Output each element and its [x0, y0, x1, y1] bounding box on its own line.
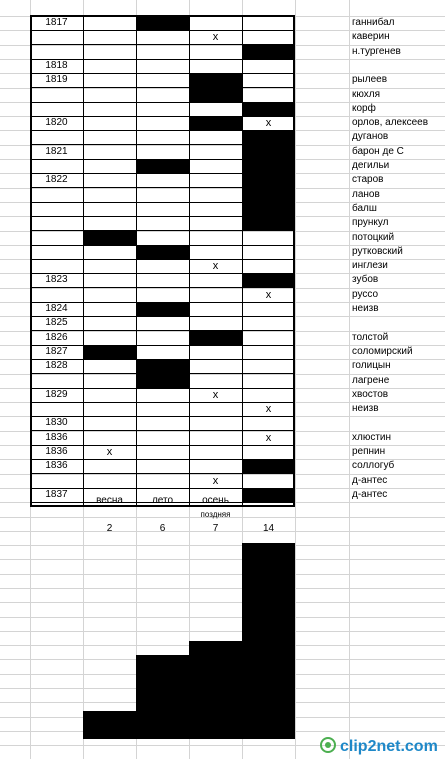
year-cell[interactable]: 1836	[45, 432, 68, 443]
autumn-note[interactable]: поздняя	[200, 510, 231, 519]
year-cell[interactable]: 1829	[45, 389, 68, 400]
person-name[interactable]: репнин	[352, 446, 386, 457]
year-cell[interactable]: 1826	[45, 332, 68, 343]
chart-bar-весна	[83, 711, 136, 739]
filled-cell[interactable]	[242, 273, 295, 287]
chart-bar-лето	[136, 655, 189, 739]
count-spring[interactable]: 2	[106, 523, 113, 534]
count-summer[interactable]: 6	[159, 523, 166, 534]
year-cell[interactable]: 1824	[45, 303, 68, 314]
person-name[interactable]: соллогуб	[352, 460, 395, 471]
year-cell[interactable]: 1818	[45, 60, 68, 71]
x-mark[interactable]: x	[212, 31, 219, 43]
x-mark[interactable]: x	[265, 403, 272, 415]
chart-bar-осень	[189, 641, 242, 739]
grid-hline	[0, 631, 445, 632]
row-line	[30, 473, 295, 474]
x-mark[interactable]: x	[212, 389, 219, 401]
x-mark[interactable]: x	[265, 432, 272, 444]
person-name[interactable]: дегильи	[352, 160, 390, 171]
person-name[interactable]: хвостов	[352, 389, 389, 400]
clip2net-watermark	[318, 733, 443, 757]
header-summer[interactable]: лето	[151, 495, 174, 506]
person-name[interactable]: д-антес	[352, 489, 388, 500]
header-spring[interactable]: весна	[96, 495, 123, 506]
person-name[interactable]: барон де С	[352, 146, 404, 157]
filled-cell[interactable]	[136, 159, 189, 173]
person-name[interactable]: инглези	[352, 260, 388, 271]
grid-hline	[0, 545, 445, 546]
year-cell[interactable]: 1827	[45, 346, 68, 357]
person-name[interactable]: орлов, алексеев	[352, 117, 429, 128]
header-autumn[interactable]: осень	[202, 495, 229, 506]
x-mark[interactable]: x	[106, 446, 113, 458]
person-name[interactable]: потоцкий	[352, 232, 395, 243]
person-name[interactable]: балш	[352, 203, 377, 214]
person-name[interactable]: голицын	[352, 360, 391, 371]
row-line	[30, 30, 295, 31]
filled-cell[interactable]	[83, 231, 136, 245]
year-cell[interactable]: 1830	[45, 417, 68, 428]
person-name[interactable]: рылеев	[352, 74, 388, 85]
x-mark[interactable]: x	[265, 289, 272, 301]
filled-cell[interactable]	[242, 173, 295, 187]
person-name[interactable]: толстой	[352, 332, 389, 343]
row-line	[30, 259, 295, 260]
year-cell[interactable]: 1822	[45, 174, 68, 185]
row-line	[30, 230, 295, 231]
year-cell[interactable]: 1828	[45, 360, 68, 371]
person-name[interactable]: неизв	[352, 303, 379, 314]
year-cell[interactable]: 1823	[45, 274, 68, 285]
filled-cell[interactable]	[136, 245, 189, 259]
year-cell[interactable]: 1825	[45, 317, 68, 328]
filled-cell[interactable]	[136, 302, 189, 316]
grid-hline	[0, 288, 445, 289]
filled-cell[interactable]	[242, 216, 295, 230]
watermark-text: clip2net.com	[340, 738, 438, 755]
person-name[interactable]: лагрене	[352, 375, 390, 386]
person-name[interactable]: корф	[352, 103, 376, 114]
filled-cell[interactable]	[189, 73, 242, 87]
year-cell[interactable]: 1836	[45, 446, 68, 457]
row-line	[30, 87, 295, 88]
x-mark[interactable]: x	[212, 475, 219, 487]
person-name[interactable]: н.тургенев	[352, 46, 401, 57]
filled-cell[interactable]	[136, 16, 189, 30]
person-name[interactable]: ланов	[352, 189, 380, 200]
filled-cell[interactable]	[242, 102, 295, 116]
person-name[interactable]: руссо	[352, 289, 379, 300]
filled-cell[interactable]	[189, 116, 242, 130]
person-name[interactable]: зубов	[352, 274, 379, 285]
year-cell[interactable]: 1836	[45, 460, 68, 471]
year-cell[interactable]: 1819	[45, 74, 68, 85]
filled-cell[interactable]	[83, 345, 136, 359]
table-column-line	[83, 15, 84, 507]
person-name[interactable]: кюхля	[352, 89, 381, 100]
person-name[interactable]: хлюстин	[352, 432, 392, 443]
person-name[interactable]: каверин	[352, 31, 390, 42]
person-name[interactable]: прункул	[352, 217, 389, 228]
clip2net-logo	[318, 733, 443, 757]
count-autumn[interactable]: 7	[212, 523, 219, 534]
grid-hline	[0, 588, 445, 589]
x-mark[interactable]: x	[212, 260, 219, 272]
year-cell[interactable]: 1821	[45, 146, 68, 157]
grid-hline	[0, 602, 445, 603]
filled-cell[interactable]	[136, 374, 189, 388]
header-winter[interactable]: зима	[257, 495, 280, 506]
filled-cell[interactable]	[242, 130, 295, 144]
year-cell[interactable]: 1817	[45, 17, 68, 28]
person-name[interactable]: д-антес	[352, 475, 388, 486]
grid-hline	[0, 617, 445, 618]
person-name[interactable]: неизв	[352, 403, 379, 414]
filled-cell[interactable]	[136, 359, 189, 373]
filled-cell[interactable]	[242, 459, 295, 473]
person-name[interactable]: ганнибал	[352, 17, 395, 28]
table-column-line	[189, 15, 190, 507]
filled-cell[interactable]	[242, 159, 295, 173]
filled-cell[interactable]	[242, 188, 295, 202]
person-name[interactable]: дуганов	[352, 131, 389, 142]
year-cell[interactable]: 1837	[45, 489, 68, 500]
chart-bar-зима	[242, 543, 295, 739]
filled-cell[interactable]	[242, 45, 295, 59]
grid-hline	[0, 574, 445, 575]
grid-hline	[0, 559, 445, 560]
count-winter[interactable]: 14	[262, 523, 275, 534]
person-name[interactable]: соломирский	[352, 346, 413, 357]
filled-cell[interactable]	[242, 145, 295, 159]
person-name[interactable]: старов	[352, 174, 384, 185]
person-name[interactable]: рутковский	[352, 246, 403, 257]
x-mark[interactable]: x	[265, 117, 272, 129]
filled-cell[interactable]	[189, 331, 242, 345]
table-column-line	[242, 15, 243, 507]
year-cell[interactable]: 1820	[45, 117, 68, 128]
filled-cell[interactable]	[189, 88, 242, 102]
filled-cell[interactable]	[242, 202, 295, 216]
table-column-line	[136, 15, 137, 507]
